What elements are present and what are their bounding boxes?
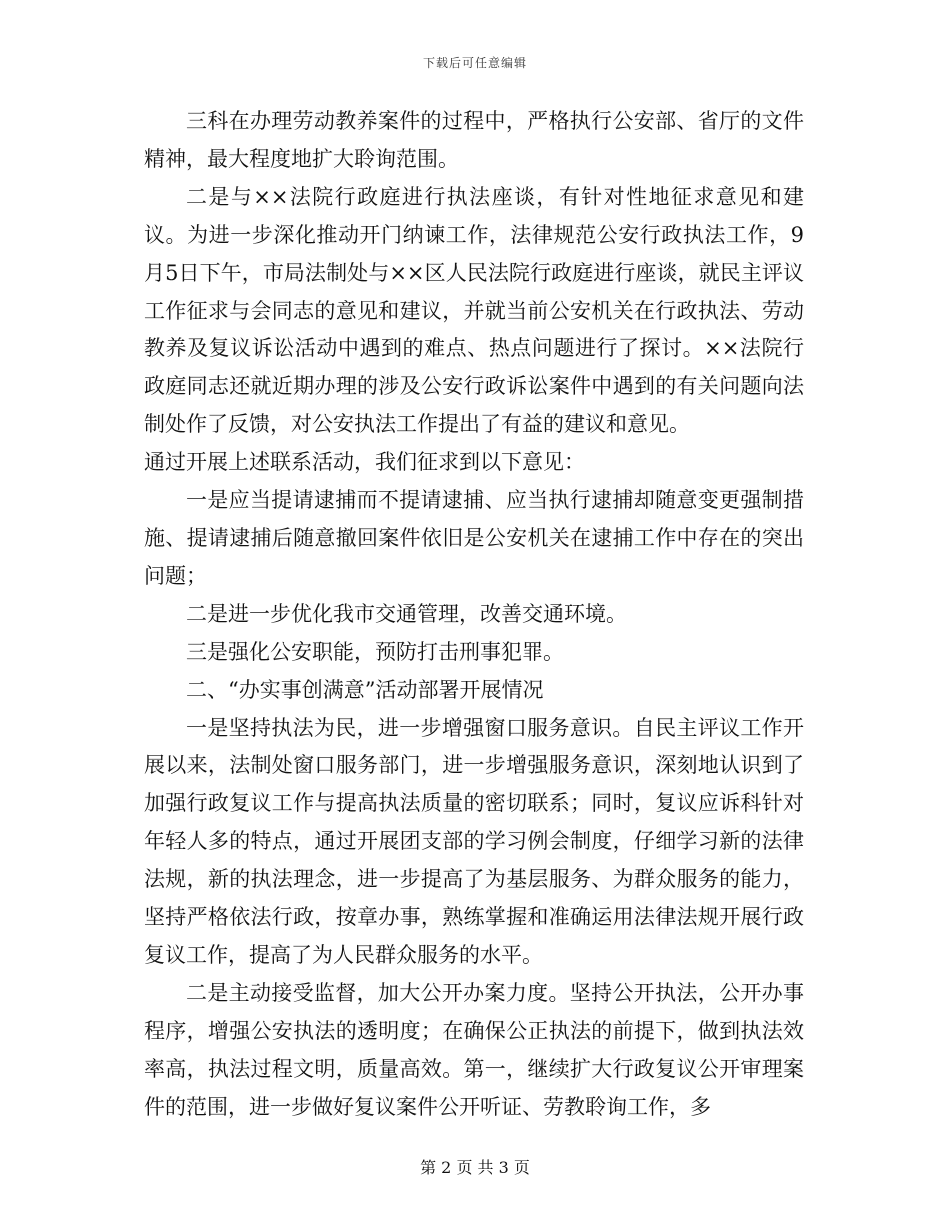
document-body — [144, 103, 804, 1126]
paragraph: 二是主动接受监督，加大公开办案力度。坚持公开执法，公开办事程序，增强公安执法的透明度；在确保公正执法的前提下，做到执法效率高，执法过程文明，质量高效。第一，继续扩大行政复议公开审理案件的范围，进一步做好复议案件公开听证、劳教聆询工作，多 — [144, 980, 804, 1119]
paragraph: 二是进一步优化我市交通管理，改善交通环境。 — [186, 601, 627, 626]
paragraph: 三科在办理劳动教养案件的过程中，严格执行公安部、省厅的文件精神，最大程度地扩大聆询范围。 — [144, 109, 804, 171]
paragraph: 二是与××法院行政庭进行执法座谈，有针对性地征求意见和建议。为进一步深化推动开门纳谏工作，法律规范公安行政执法工作，9月5日下午，市局法制处与××区人民法院行政庭进行座谈，就民主评议工作征求与会同志的意见和建议，并就当前公安机关在行政执法、劳动教养及复议诉讼活动中遇到的难点、热点问题进行了探讨。××法院行政庭同志还就近期办理的涉及公安行政诉讼案件中遇到的有关问题向法制处作了反馈，对公安执法工作提出了有益的建议和意见。 — [144, 184, 804, 437]
section-heading: 二、“办实事创满意”活动部署开展情况 — [186, 677, 544, 702]
page-header: 下载后可任意编辑 — [422, 56, 527, 70]
paragraph: 通过开展上述联系活动，我们征求到以下意见： — [144, 450, 585, 475]
paragraph: 一是坚持执法为民，进一步增强窗口服务意识。自民主评议工作开展以来，法制处窗口服务部门，进一步增强服务意识，深刻地认识到了加强行政复议工作与提高执法质量的密切联系；同时，复议应诉科针对年轻人多的特点，通过开展团支部的学习例会制度，仔细学习新的法律法规，新的执法理念，进一步提高了为基层服务、为群众服务的能力，坚持严格依法行政，按章办事，熟练掌握和准确运用法律法规开展行政复议工作，提高了为人民群众服务的水平。 — [144, 715, 804, 967]
paragraph: 一是应当提请逮捕而不提请逮捕、应当执行逮捕却随意变更强制措施、提请逮捕后随意撤回案件依旧是公安机关在逮捕工作中存在的突出问题； — [144, 488, 804, 588]
page-number-footer: 第 2 页 共 3 页 — [420, 1158, 530, 1177]
paragraph: 三是强化公安职能，预防打击刑事犯罪。 — [186, 639, 564, 664]
